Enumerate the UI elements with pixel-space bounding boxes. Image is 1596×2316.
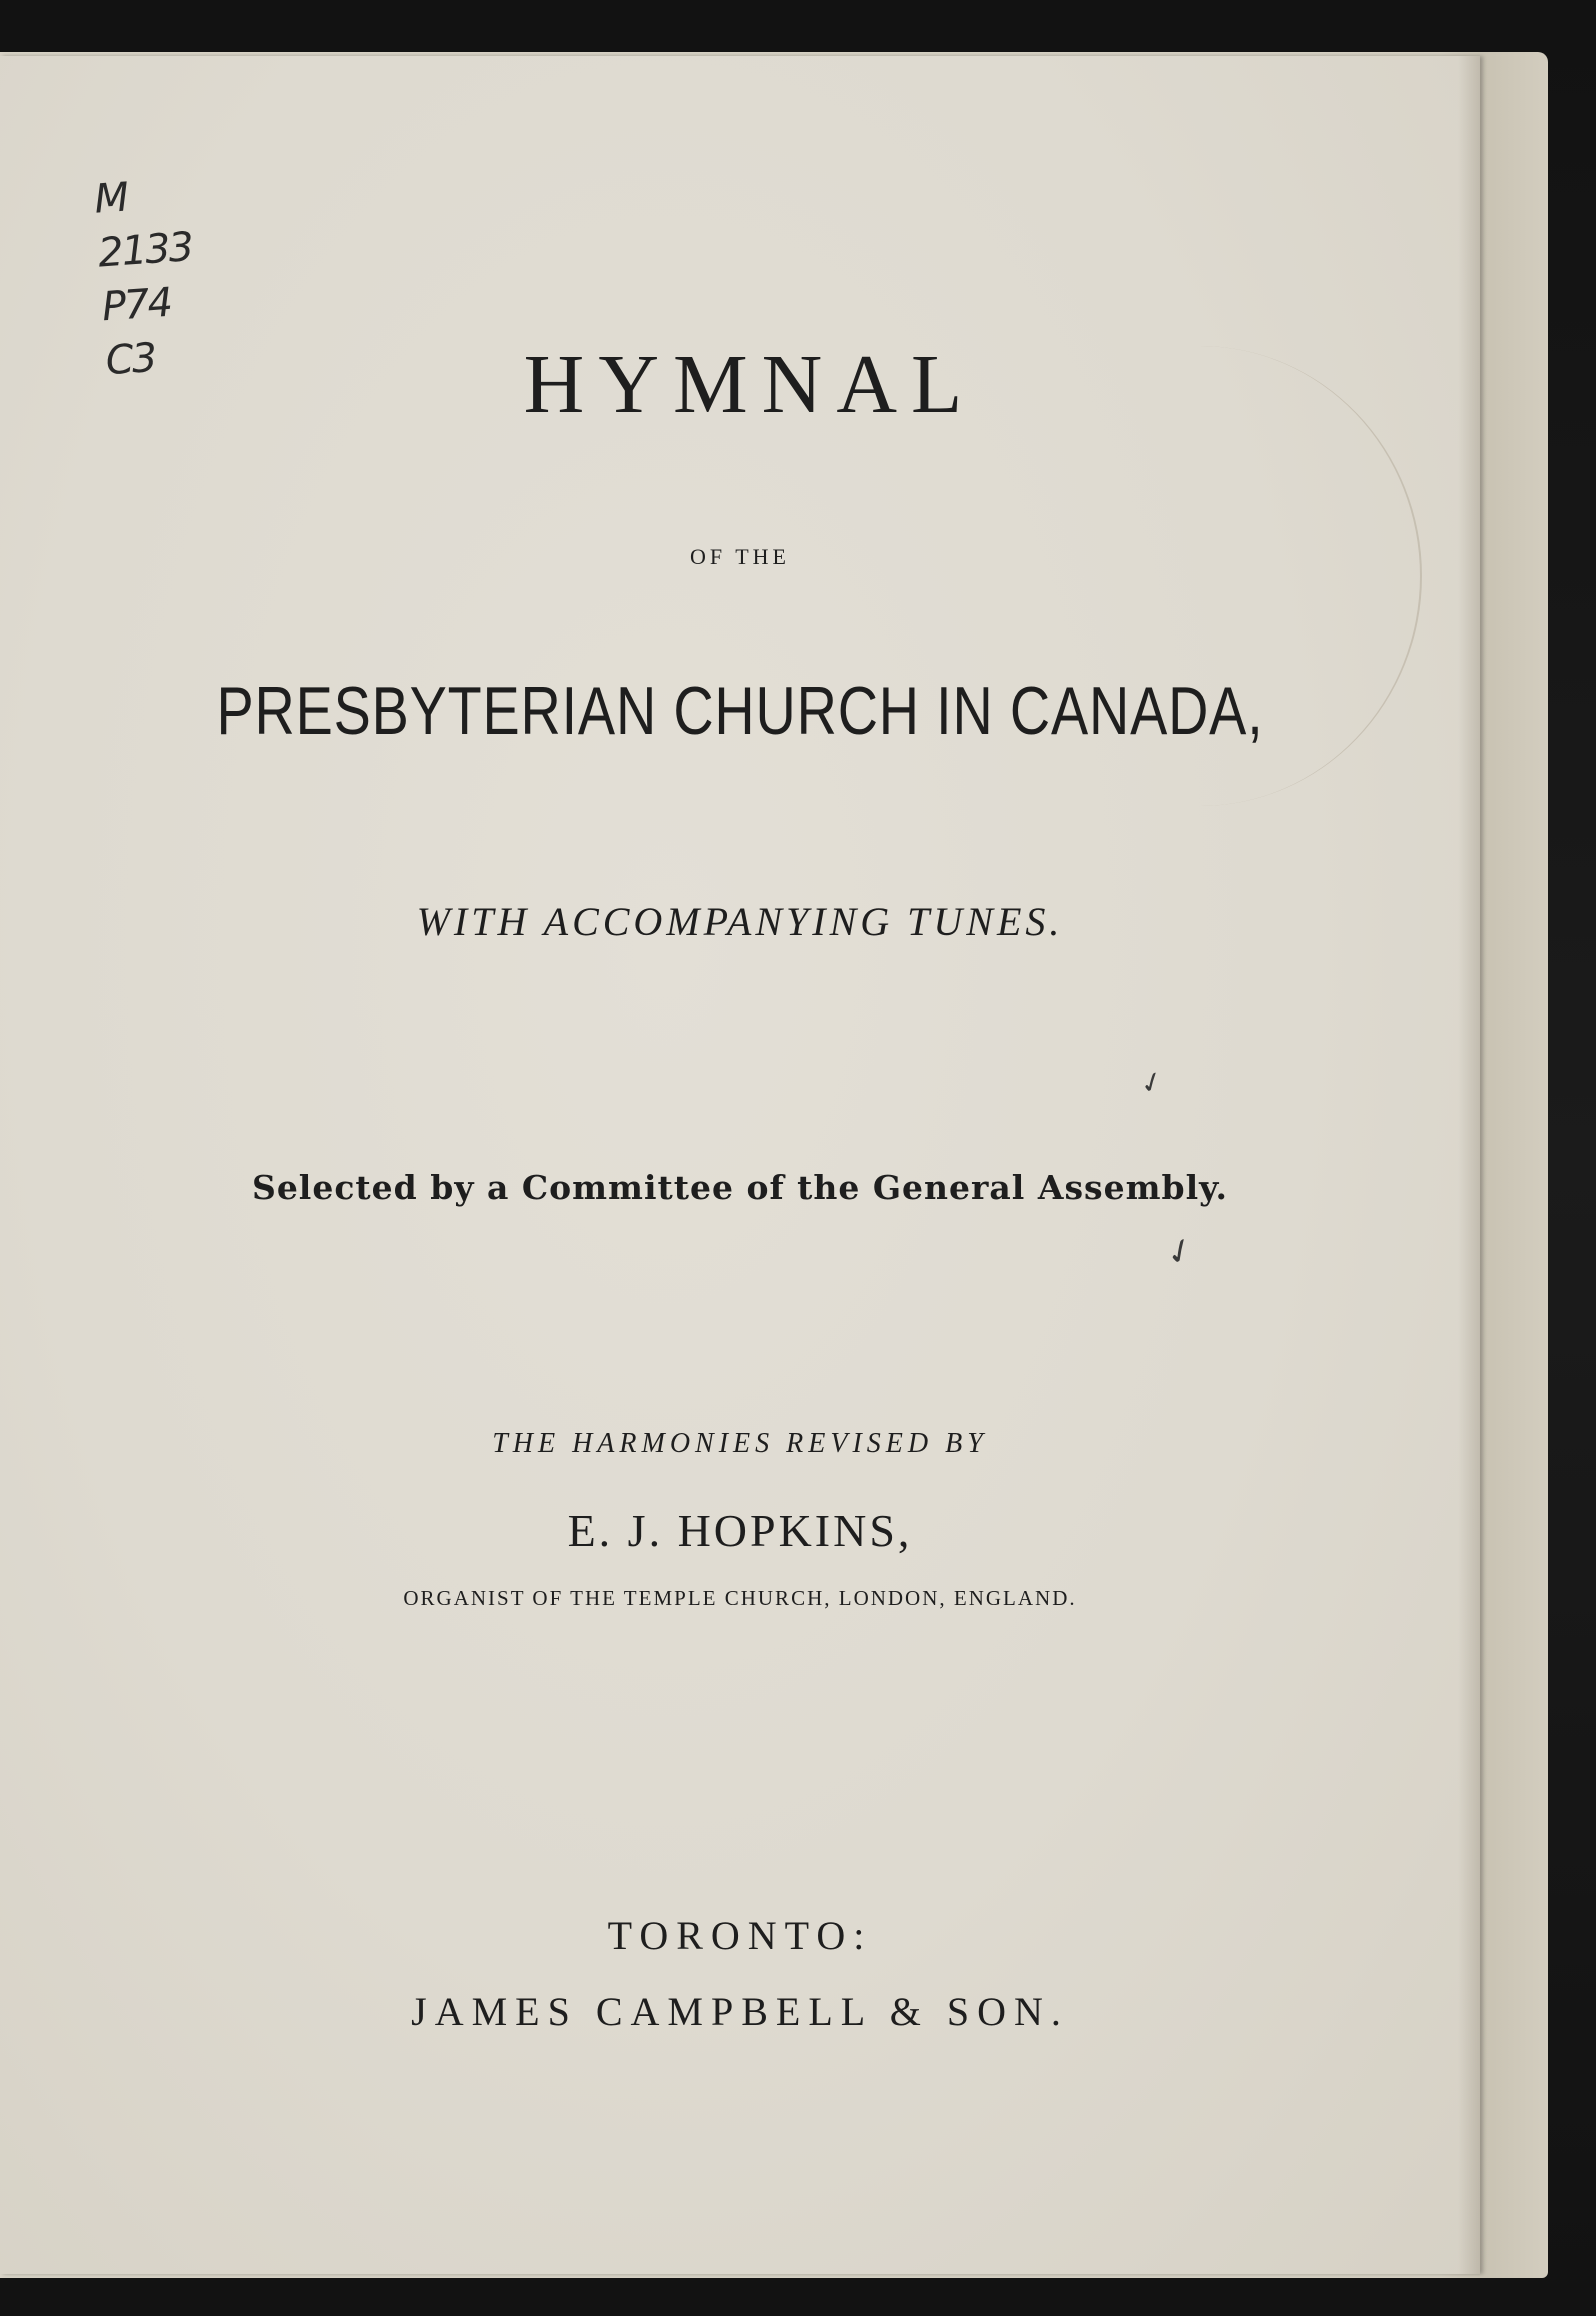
title-page xyxy=(0,56,1480,2274)
imprint-publisher: JAMES CAMPBELL & SON. xyxy=(411,1989,1069,2034)
pencil-tick-mark: ✓ xyxy=(1158,1227,1202,1277)
harmonies-line: THE HARMONIES REVISED BY xyxy=(492,1428,988,1459)
of-the-line: OF THE xyxy=(690,544,790,569)
subtitle: WITH ACCOMPANYING TUNES. xyxy=(416,899,1064,944)
reviser-name: E. J. HOPKINS, xyxy=(567,1505,913,1556)
reviser-role: ORGANIST OF THE TEMPLE CHURCH, LONDON, ENGLAND. xyxy=(403,1586,1077,1610)
shelfmark-line: 2133 xyxy=(96,224,194,277)
church-name: PRESBYTERIAN CHURCH IN CANADA, xyxy=(216,673,1264,749)
shelfmark-line: C3 xyxy=(104,334,157,385)
pencil-tick-mark: ✓ xyxy=(1135,1062,1169,1103)
shelfmark-line: P74 xyxy=(100,279,173,331)
selected-by-line: Selected by a Committee of the General Assembly. xyxy=(251,1168,1228,1207)
shelfmark-line: M xyxy=(92,174,129,223)
imprint-city: TORONTO: xyxy=(607,1913,873,1958)
book-title: HYMNAL xyxy=(523,338,977,431)
